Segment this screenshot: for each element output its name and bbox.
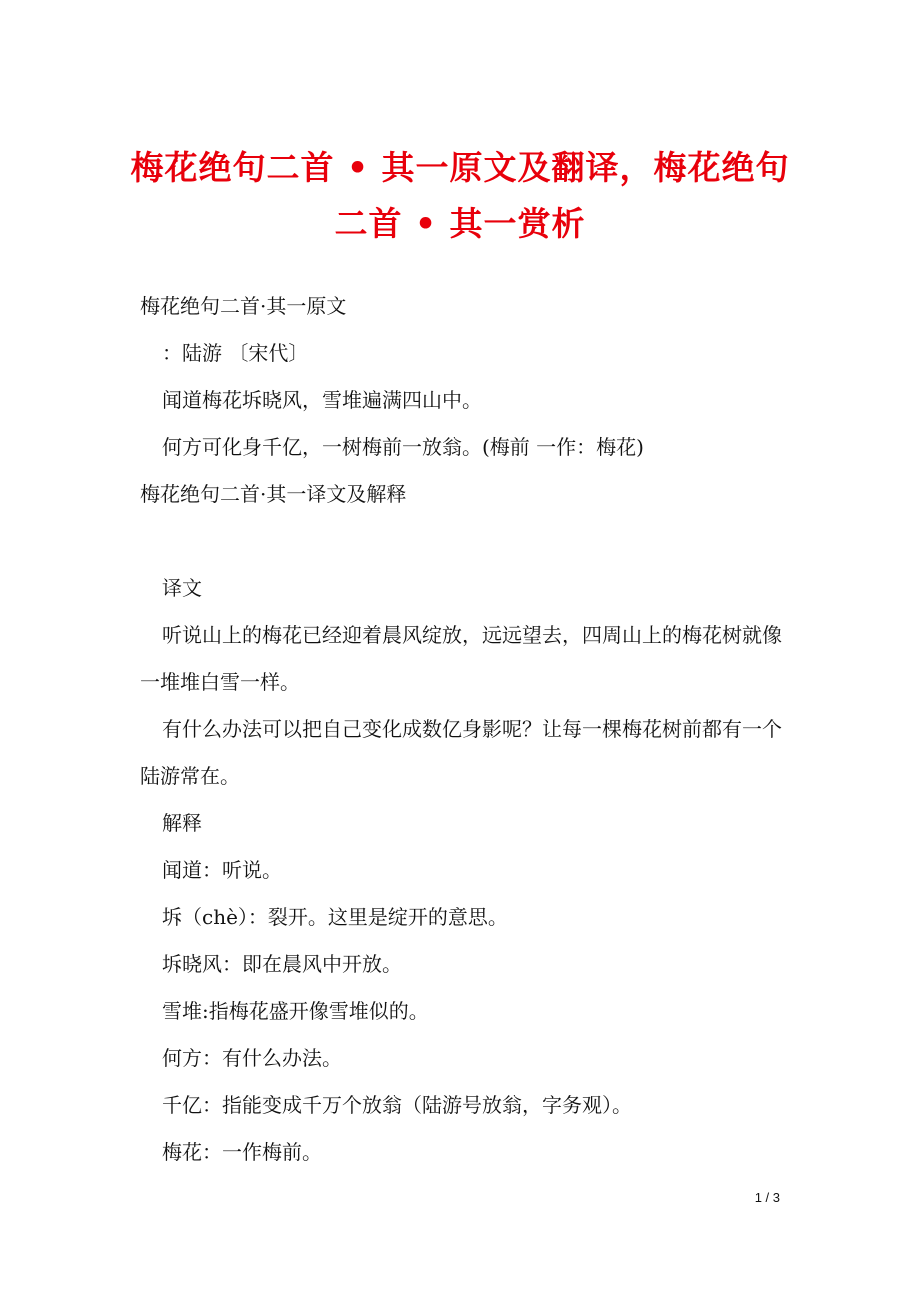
poem-line-2: 何方可化身千亿，一树梅前一放翁。(梅前 一作：梅花) bbox=[162, 435, 644, 459]
section-heading-translation: 梅花绝句二首·其一译文及解释 bbox=[140, 482, 407, 506]
note-item: 何方：有什么办法。 bbox=[162, 1046, 342, 1070]
section-heading-original: 梅花绝句二首·其一原文 bbox=[140, 294, 347, 318]
note-item: 梅花：一作梅前。 bbox=[162, 1140, 322, 1164]
translation-paragraph-1: 听说山上的梅花已经迎着晨风绽放，远远望去，四周山上的梅花树就像一堆堆白雪一样。 bbox=[140, 623, 782, 694]
notes-label: 解释 bbox=[162, 811, 202, 835]
document-title bbox=[120, 140, 800, 252]
translation-label: 译文 bbox=[162, 576, 202, 600]
note-item: 闻道：听说。 bbox=[162, 858, 282, 882]
title-line-1: 梅花绝句二首 • 其一原文及翻译，梅花绝句 bbox=[130, 148, 790, 187]
note-item: 千亿：指能变成千万个放翁（陆游号放翁，字务观）。 bbox=[162, 1093, 632, 1117]
poem-line-1: 闻道梅花坼晓风，雪堆遍满四山中。 bbox=[162, 388, 482, 412]
page-number: 1 / 3 bbox=[754, 1190, 780, 1205]
author-line: ：陆游 〔宋代〕 bbox=[162, 341, 309, 365]
document-body bbox=[140, 283, 785, 1176]
title-line-2: 二首 • 其一赏析 bbox=[334, 204, 586, 243]
note-item: 坼（chè）：裂开。这里是绽开的意思。 bbox=[162, 905, 508, 929]
note-item: 雪堆:指梅花盛开像雪堆似的。 bbox=[162, 999, 429, 1023]
note-item: 坼晓风：即在晨风中开放。 bbox=[162, 952, 402, 976]
translation-paragraph-2: 有什么办法可以把自己变化成数亿身影呢？让每一棵梅花树前都有一个陆游常在。 bbox=[140, 717, 782, 788]
